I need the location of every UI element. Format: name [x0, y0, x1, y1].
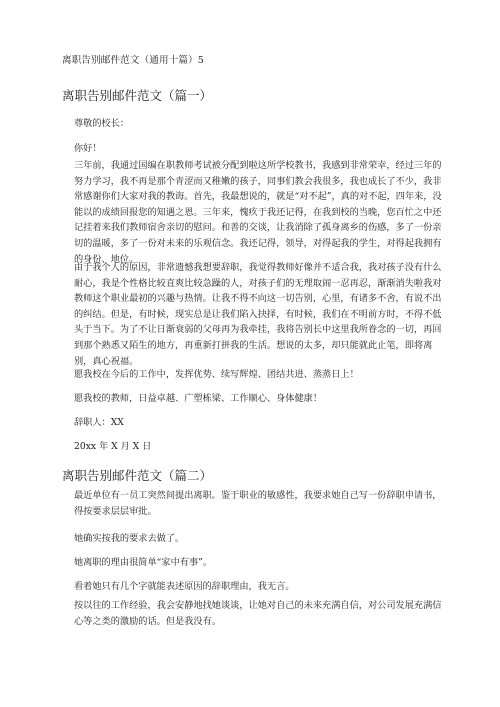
section2-line-4: 看着她只有几个字就能表述原因的辞职理由，我无言。 — [74, 581, 295, 592]
section2-line-3: 她离职的理由很简单“家中有事”。 — [74, 557, 213, 568]
signer: 辞职人：XX — [74, 417, 124, 428]
section-heading-2: 离职告别邮件范文（篇二） — [62, 468, 213, 483]
wish-line-1: 愿我校在今后的工作中，发挥优势、续写辉煌、团结共进、蒸蒸日上！ — [74, 369, 359, 380]
paragraph-2: 由于我个人的原因，非常遗憾我想要辞职，我觉得教师好像并不适合我，我对孩子没有什么耐心，我是个性格比较直爽比较急躁的人，对孩子们的无理取闹一忍再忍，渐渐消失啦我对教师这个职业最初的兴趣与热情。让我不得不向这一切告别，心里，有诸多不舍，有说不出的纠结。但是，有时候，现实总是让我们陷入抉择，有时候，我们在不明前方时，不得不低头于当下。为了不让日渐衰弱的父母再为我牵挂，我将告别长中这里我所眷念的一切，再回到那个熟悉又陌生的地方，再重新打拼我的生活。想说的太多，却只能就此止笔，即将离别，真心祝福。 — [74, 262, 442, 367]
section2-paragraph-1: 最近单位有一员工突然间提出离职。鉴于职业的敏感性，我要求她自己写一份辞职申请书，得按要求层层审批。 — [74, 490, 442, 517]
salutation: 尊敬的校长： — [74, 118, 130, 129]
section-heading-1: 离职告别邮件范文（篇一） — [62, 88, 213, 103]
paragraph-1: 三年前，我通过国编在职教师考试被分配到啦这所学校教书，我感到非常荣幸，经过三年的努力学习，我不再是那个青涩而又稚嫩的孩子，同事们教会我很多，我也成长了不少，我非常感谢你们大家对我的教诲。首先，我最想说的，就是“对不起”，真的对不起，四年来，没能以的成绩回报您的知遇之恩。三年来，愧疚于我还记得，在我到校的当晚，您百忙之中还记挂着来我们教师宿舍亲切的慰问。和善的交谈，让我消除了孤身离乡的伤感，多了一份亲切的温暖，多了一份对未来的乐观信念。我还记得，领导，对得起我的学生，对得起我拥有的身份、地位。 — [74, 160, 442, 265]
date-line: 20xx 年 X 月 X 日 — [74, 441, 152, 452]
section2-line-2: 她确实按我的要求去做了。 — [74, 533, 185, 544]
greeting: 你好！ — [74, 143, 102, 154]
section2-paragraph-5: 按以往的工作经验，我会安静地找她谈谈，让她对自己的未来充满自信，对公司发展充满信心等之类的激励的话。但是我没有。 — [74, 600, 442, 627]
document-title: 离职告别邮件范文（通用十篇）5 — [62, 55, 205, 66]
wish-line-2: 愿我校的教师，日益卓越、广塑栋梁、工作顺心、身体健康！ — [74, 393, 323, 404]
